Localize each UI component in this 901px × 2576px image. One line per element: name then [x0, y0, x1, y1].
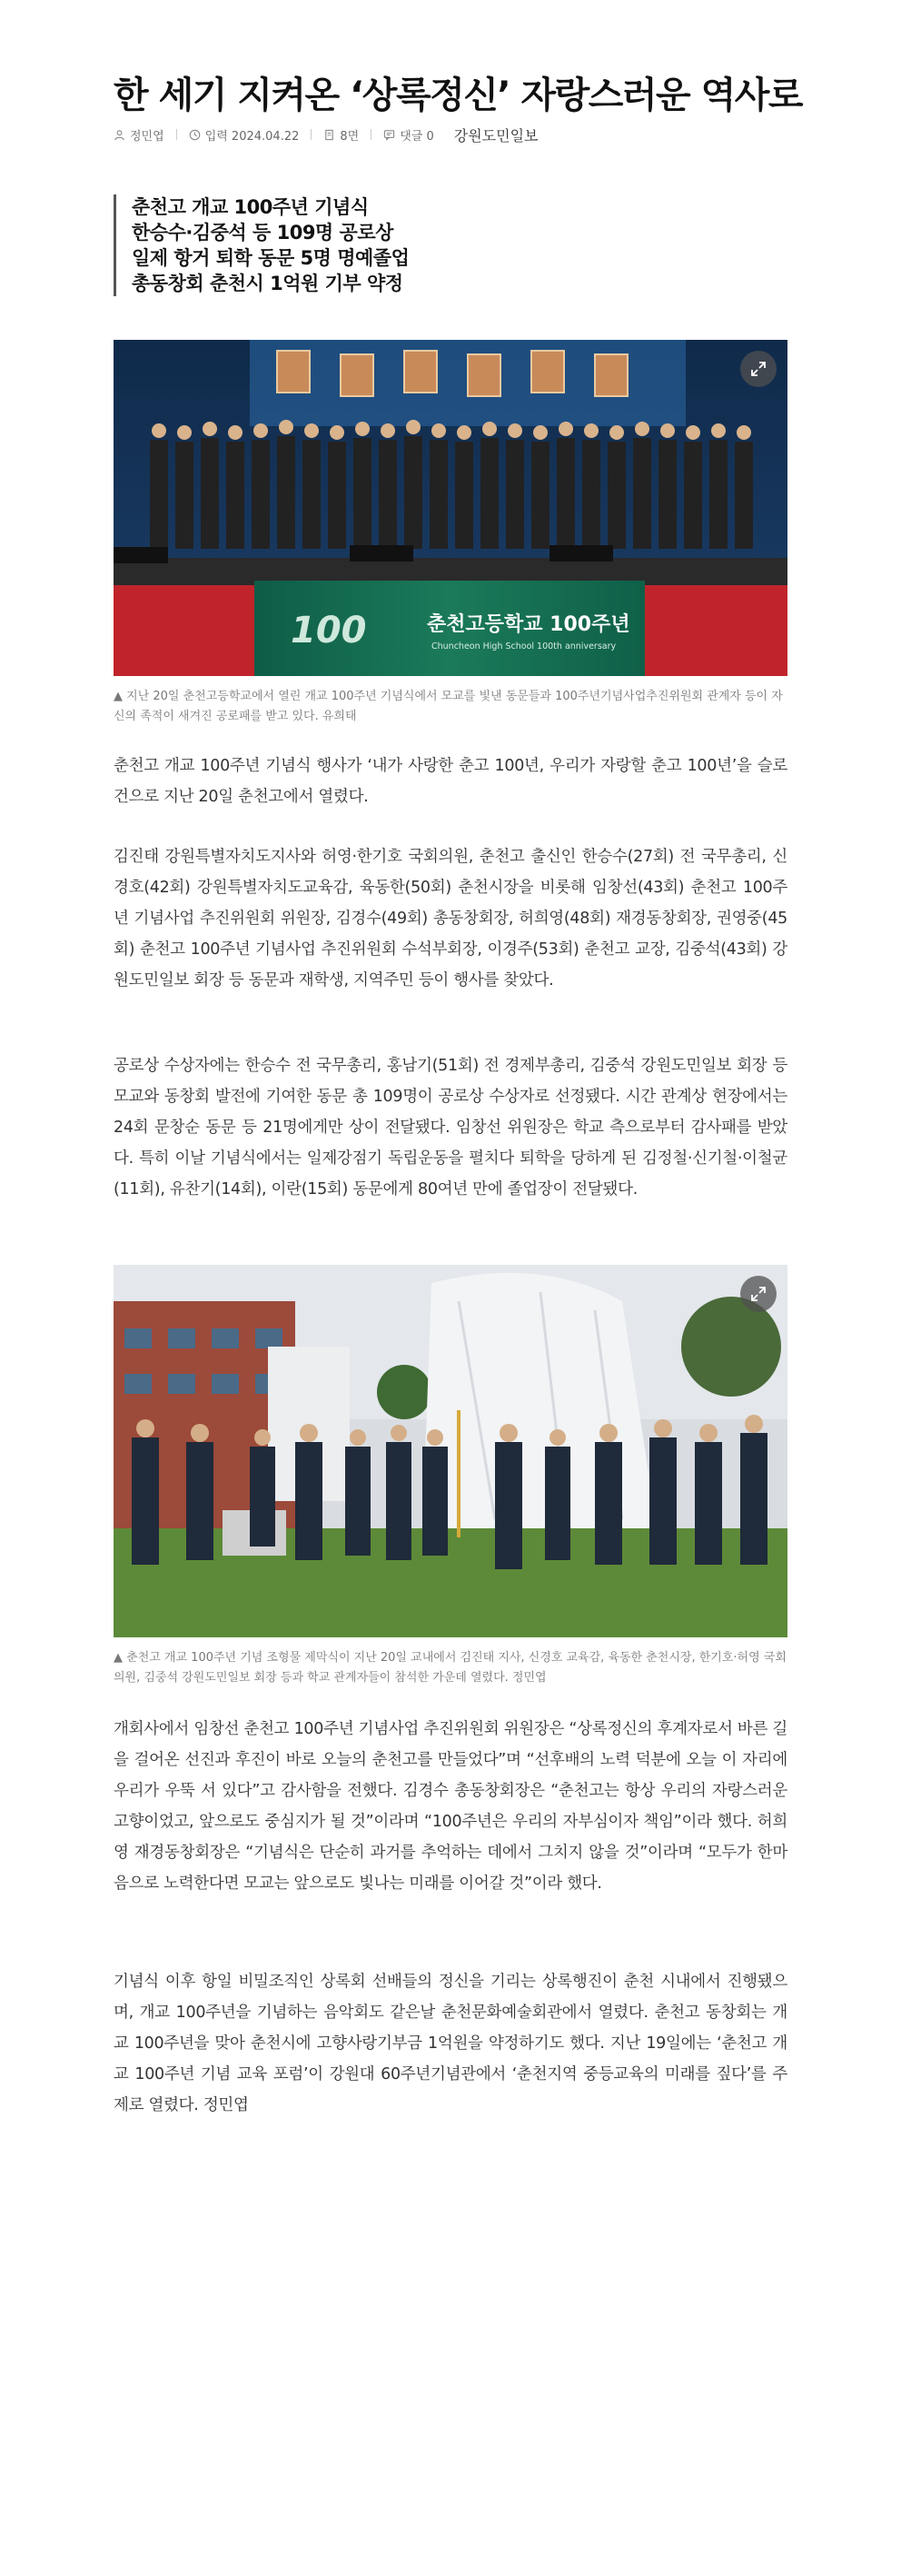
subheadlines	[114, 194, 804, 296]
divider	[311, 129, 312, 140]
photo-caption: ▲ 춘천고 개교 100주년 기념 조형물 제막식이 지난 20일 교내에서 김진태 지사, 신경호 교육감, 육동한 춘천시장, 한기호·허영 국회의원, 김중석 강원도민일보 회장 등과 학교 관계자들이 참석한 가운데 열렸다. 정민엽	[114, 1651, 787, 1685]
banner-title: 춘천고등학교 100주년	[427, 613, 630, 636]
photo-figure-1	[114, 340, 787, 727]
ceremony-image	[114, 340, 787, 676]
expand-photo-button[interactable]	[740, 351, 777, 387]
article-meta	[114, 124, 539, 145]
subheadline: 한승수·김중석 등 109명 공로상	[132, 222, 393, 244]
author[interactable]	[114, 126, 164, 144]
svg-text:100: 100	[291, 610, 367, 651]
expand-photo-button[interactable]	[740, 1276, 777, 1312]
banner-subtitle: Chuncheon High School 100th anniversary	[431, 642, 617, 651]
publish-date	[189, 126, 300, 144]
author-name: 정민엽	[130, 129, 164, 144]
photo-figure-2	[114, 1265, 787, 1688]
body-paragraph: 김진태 강원특별자치도지사와 허영·한기호 국회의원, 춘천고 출신인 한승수(27회) 전 국무총리, 신경호(42회) 강원특별자치도교육감, 육동한(50회) 춘천시장을 비롯해 임창선(43회) 춘천고 100주년 기념사업 추진위원회 위원장, 김경수(49회) 총동창회장, 허희영(48회) 재경동창회장, 권영중(45회) 춘천고 100주년 기념사업 추진위원회 수석부회장, 이경주(53회) 춘천고 교장, 김중석(43회) 강원도민일보 회장 등 동문과 재학생, 지역주민 등이 행사를 찾았다.	[114, 848, 787, 990]
subheadline: 총동창회 춘천시 1억원 기부 약정	[132, 273, 403, 294]
expand-icon	[750, 1286, 767, 1302]
clock-icon	[189, 129, 201, 141]
unveiling-image	[114, 1265, 787, 1637]
body-paragraph: 기념식 이후 항일 비밀조직인 상록회 선배들의 정신을 기리는 상록행진이 춘천 시내에서 진행됐으며, 개교 100주년을 기념하는 음악회도 같은날 춘천문화예술회관에서 열렸다. 춘천고 동창회는 개교 100주년을 맞아 춘천시에 고향사랑기부금 1억원을 약정하기도 했다. 지난 19일에는 ‘춘천고 개교 100주년 기념 교육 포럼’이 강원대 60주년기념관에서 ‘춘천지역 중등교육의 미래를 짚다’를 주제로 열렸다. 정민엽	[114, 1973, 787, 2114]
headline: 한 세기 지켜온 ‘상록정신’ 자랑스러운 역사로	[114, 74, 803, 116]
unveiling-photo[interactable]	[114, 1265, 787, 1637]
photo-caption: ▲ 지난 20일 춘천고등학교에서 열린 개교 100주년 기념식에서 모교를 빛낸 동문들과 100주년기념사업추진위원회 관계자 등이 자신의 족적이 새겨진 공로패를 받고 있다. 유희태	[114, 690, 783, 723]
subheadline: 일제 항거 퇴학 동문 5명 명예졸업	[132, 247, 410, 269]
subheadline: 춘천고 개교 100주년 기념식	[132, 196, 369, 218]
expand-icon	[750, 361, 767, 377]
body-paragraph: 공로상 수상자에는 한승수 전 국무총리, 홍남기(51회) 전 경제부총리, 김중석 강원도민일보 회장 등 모교와 동창회 발전에 기여한 동문 총 109명이 공로상 수상자로 선정됐다. 시간 관계상 현장에서는 24회 문창순 동문 등 21명에게만 상이 전달됐다. 임창선 위원장은 학교 측으로부터 감사패를 받았다. 특히 이날 기념식에서는 일제강점기 독립운동을 펼치다 퇴학을 당하게 된 김정철·신기철·이철균(11회), 유찬기(14회), 이란(15회) 동문에게 80여년 만에 졸업장이 전달됐다.	[114, 1057, 787, 1198]
divider	[176, 129, 177, 140]
date-text: 입력 2024.04.22	[204, 129, 300, 144]
comments-text: 댓글 0	[400, 129, 434, 144]
page-section	[323, 126, 359, 144]
newspaper-icon	[323, 129, 335, 141]
comments-link[interactable]	[383, 126, 434, 144]
body-paragraph: 개회사에서 임창선 춘천고 100주년 기념사업 추진위원회 위원장은 “상록정신의 후계자로서 바른 길을 걸어온 선진과 후진이 바로 오늘의 춘천고를 만들었다”며 “선후배의 노력 덕분에 오늘 이 자리에 우리가 우뚝 서 있다”고 감사함을 전했다. 김경수 총동창회장은 “춘천고는 항상 우리의 자랑스러운 고향이었고, 앞으로도 중심지가 될 것”이라며 “100주년은 우리의 자부심이자 책임”이라 했다. 허희영 재경동창회장은 “기념식은 단순히 과거를 추억하는 데에서 그치지 않을 것”이라며 “모두가 한마음으로 노력한다면 모교는 앞으로도 빛나는 미래를 이어갈 것”이라 했다.	[114, 1720, 787, 1893]
person-icon	[114, 129, 125, 141]
ceremony-photo[interactable]	[114, 340, 787, 676]
comment-icon	[383, 129, 395, 141]
section-text: 8면	[340, 129, 360, 144]
press-name[interactable]: 강원도민일보	[453, 126, 539, 144]
body-paragraph: 춘천고 개교 100주년 기념식 행사가 ‘내가 사랑한 춘고 100년, 우리가 자랑할 춘고 100년’을 슬로건으로 지난 20일 춘천고에서 열렸다.	[114, 757, 787, 806]
